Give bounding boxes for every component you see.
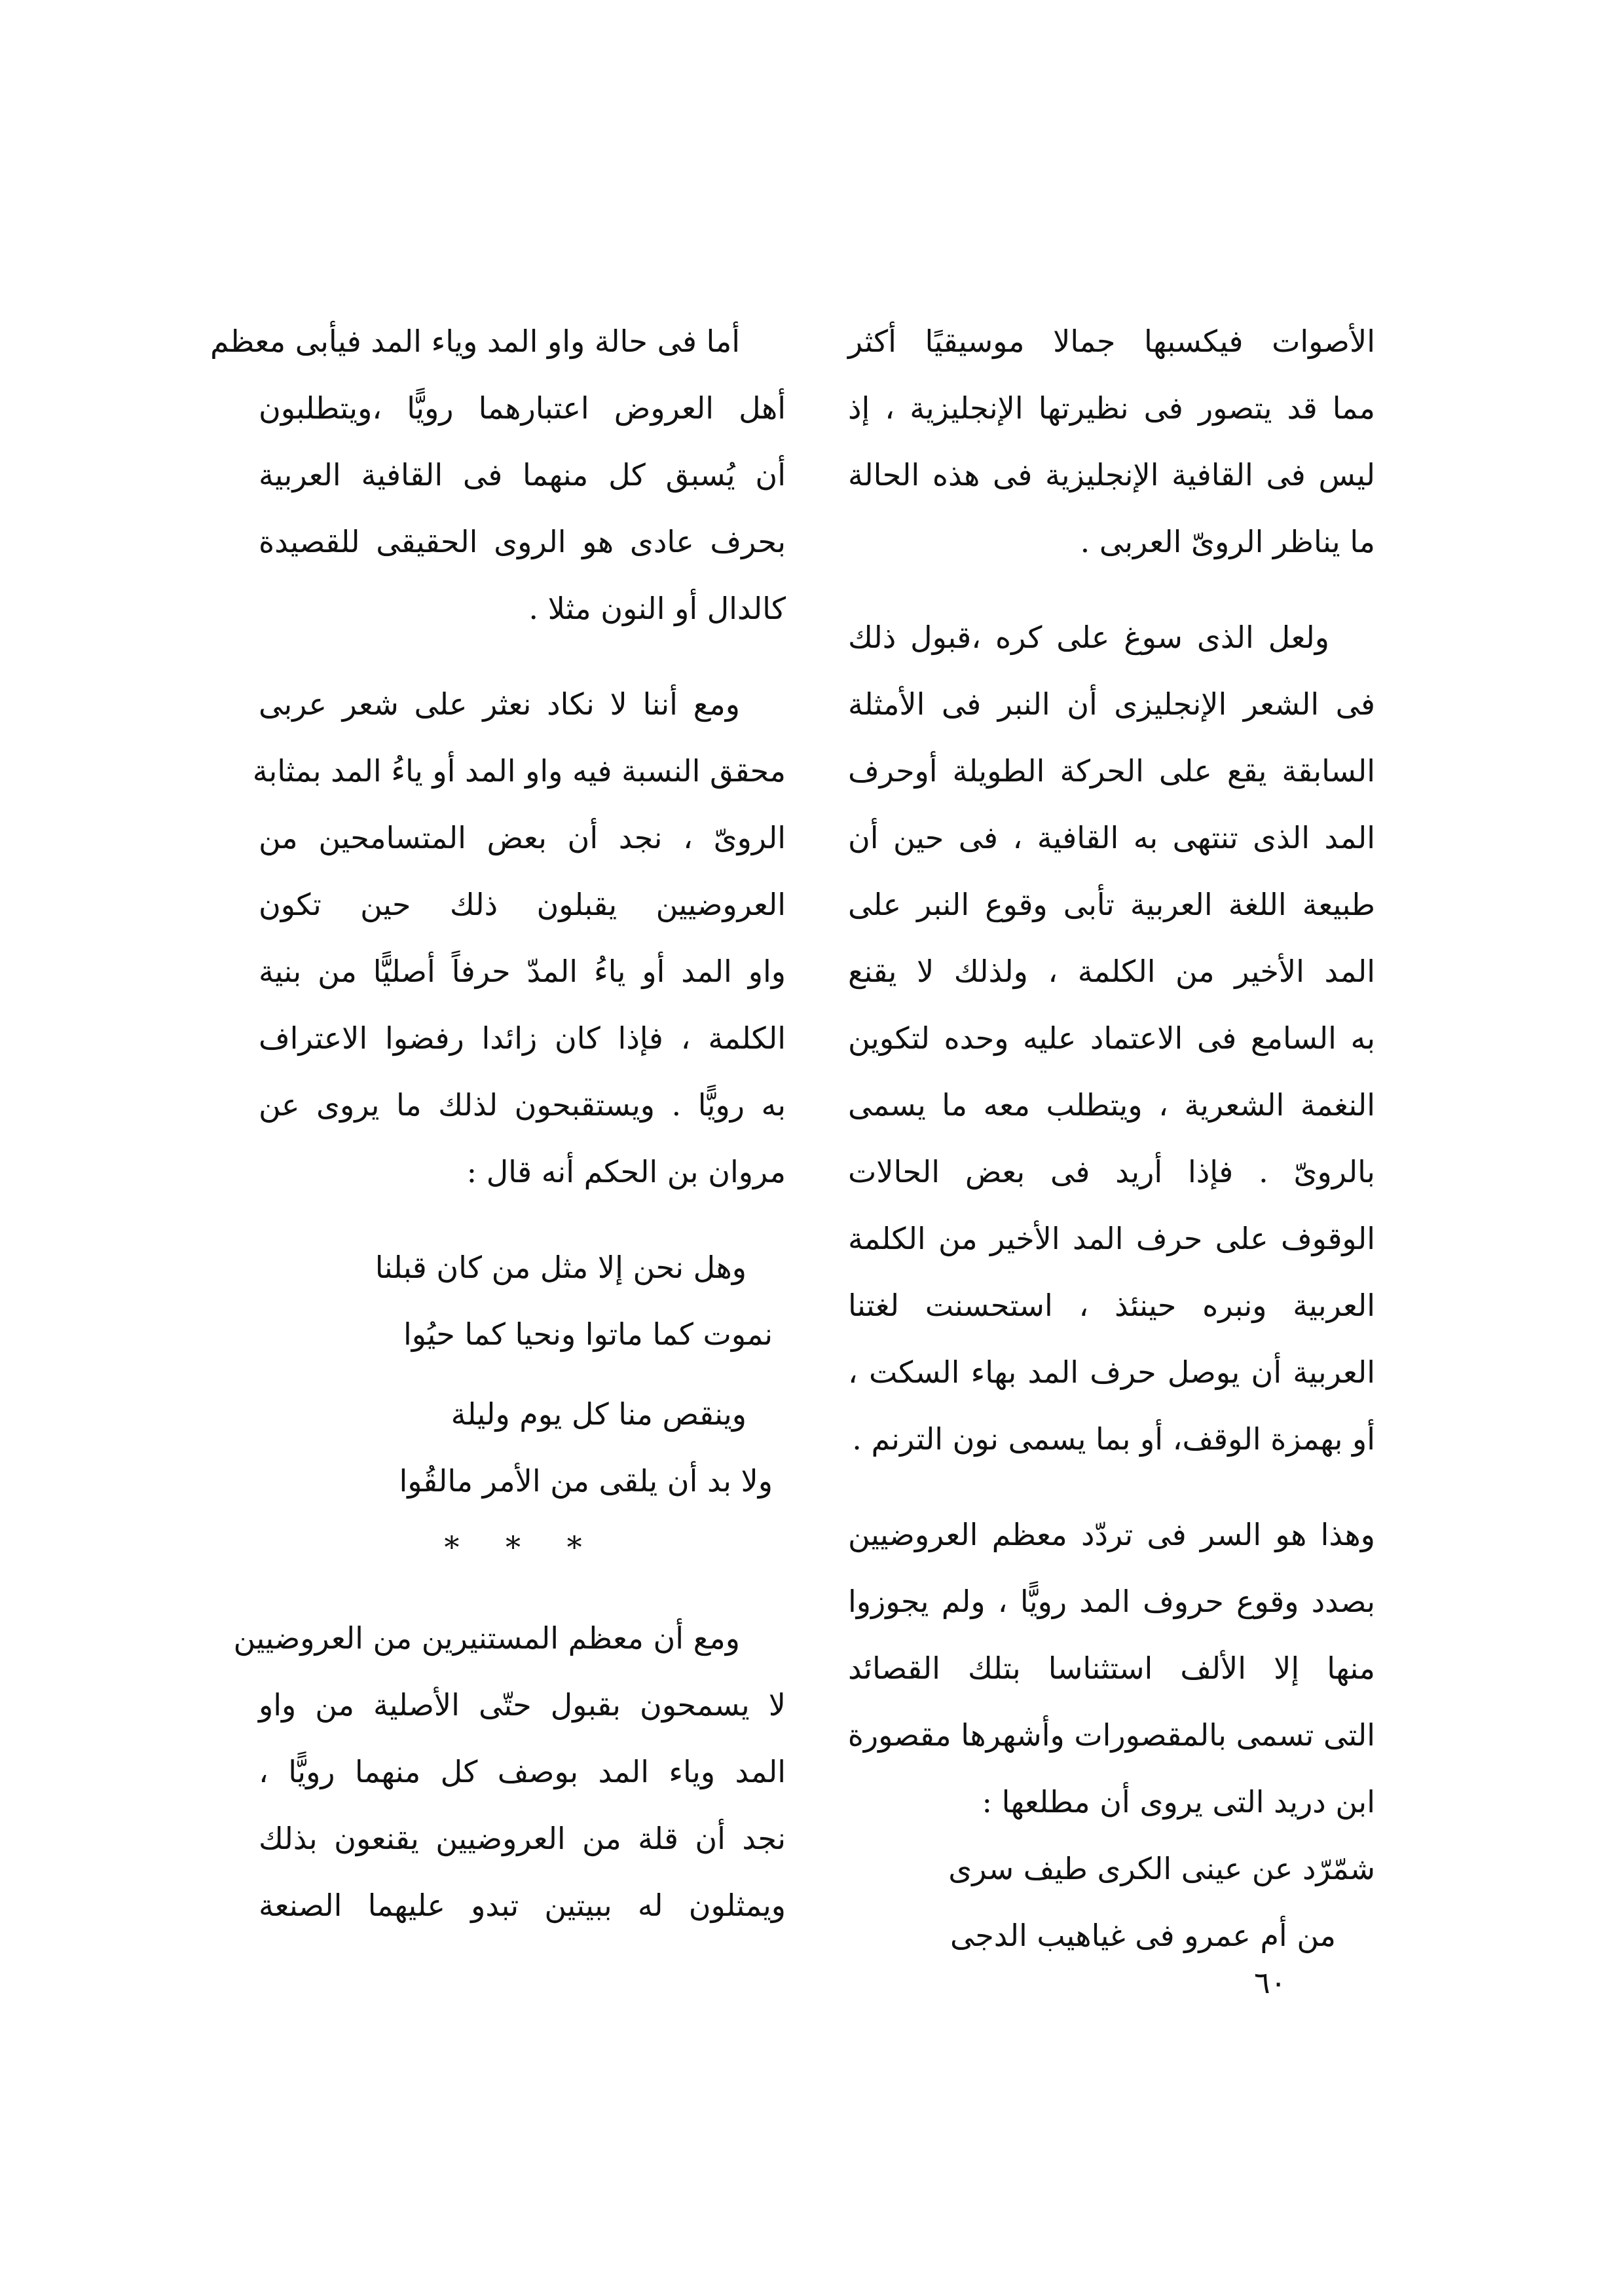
text-line: المد الذى تنتهى به القافية ، فى حين أن <box>848 820 1375 855</box>
left-paragraph-1 <box>210 308 786 642</box>
left-paragraph-3 <box>233 1605 786 1939</box>
left-paragraph-2 <box>252 671 786 1205</box>
right-paragraph-2 <box>848 604 1375 1472</box>
verse-line: وهل نحن إلا مثل من كان قبلنا <box>375 1250 747 1285</box>
text-line: الوقوف على حرف المد الأخير من الكلمة <box>848 1221 1375 1256</box>
text-line: نجد أن قلة من العروضيين يقنعون بذلك <box>259 1821 786 1856</box>
text-line: محقق النسبة فيه واو المد أو ياءُ المد بمثابة <box>252 753 786 789</box>
verse-line: ولا بد أن يلقى من الأمر مالقُوا <box>399 1463 773 1499</box>
text-line: السابقة يقع على الحركة الطويلة أوحرف <box>848 753 1375 789</box>
text-line: العروضيين يقبلون ذلك حين تكون <box>259 887 786 922</box>
verse-line: وينقص منا كل يوم وليلة <box>451 1396 747 1432</box>
verse-line: نموت كما ماتوا ونحيا كما حيُوا <box>403 1316 773 1352</box>
text-line: منها إلا الألف استثناسا بتلك القصائد <box>848 1651 1375 1686</box>
text-line: الأصوات فيكسبها جمالا موسيقيًا أكثر <box>848 324 1375 359</box>
section-separator-stars: * * * <box>444 1529 600 1565</box>
text-line: الكلمة ، فإذا كان زائدا رفضوا الاعتراف <box>259 1020 786 1056</box>
right-paragraph-3 <box>848 1501 1375 1835</box>
text-line: ليس فى القافية الإنجليزية فى هذه الحالة <box>848 457 1375 493</box>
text-line: أما فى حالة واو المد وياء المد فيأبى معظم <box>210 324 740 359</box>
text-line: النغمة الشعرية ، ويتطلب معه ما يسمى <box>848 1087 1375 1123</box>
right-verse <box>848 1835 1375 1969</box>
right-column <box>848 308 1375 1998</box>
text-line: به رويًّا . ويستقبحون لذلك ما يروى عن <box>259 1087 786 1123</box>
text-line: ابن دريد التى يروى أن مطلعها : <box>982 1784 1375 1819</box>
left-verse-1 <box>259 1234 786 1368</box>
left-column-lower <box>233 1605 786 1968</box>
left-verse-2 <box>259 1381 786 1514</box>
text-line: العربية ونبره حينئذ ، استحسنت لغتنا <box>848 1288 1375 1323</box>
text-line: المد الأخير من الكلمة ، ولذلك لا يقنع <box>848 954 1375 989</box>
page-number: ٦٠ <box>1254 1965 1287 2000</box>
text-line: أن يُسبق كل منهما فى القافية العربية <box>259 457 786 493</box>
text-line: أو بهمزة الوقف، أو بما يسمى نون الترنم . <box>852 1421 1375 1457</box>
text-line: بالروىّ . فإذا أريد فى بعض الحالات <box>848 1154 1375 1189</box>
right-paragraph-1 <box>848 308 1375 575</box>
text-line: ولعل الذى سوغ على كره ،قبول ذلك <box>848 620 1329 655</box>
text-line: التى تسمى بالمقصورات وأشهرها مقصورة <box>847 1717 1375 1753</box>
verse-line: من أم عمرو فى غياهيب الدجى <box>950 1918 1336 1953</box>
text-line: ومع أننا لا نكاد نعثر على شعر عربى <box>259 686 740 722</box>
text-line: المد وياء المد بوصف كل منهما رويًّا ، <box>259 1754 786 1789</box>
verse-line: شمّرّد عن عينى الكرى طيف سرى <box>948 1851 1375 1886</box>
text-line: كالدال أو النون مثلا . <box>528 591 786 626</box>
left-column <box>210 308 786 1543</box>
text-line: مما قد يتصور فى نظيرتها الإنجليزية ، إذ <box>848 390 1375 426</box>
text-line: ما يناظر الروىّ العربى . <box>1080 524 1375 559</box>
text-line: مروان بن الحكم أنه قال : <box>466 1154 786 1189</box>
text-line: الروىّ ، نجد أن بعض المتسامحين من <box>259 820 786 855</box>
text-line: به السامع فى الاعتماد عليه وحده لتكوين <box>848 1020 1375 1056</box>
text-line: فى الشعر الإنجليزى أن النبر فى الأمثلة <box>848 686 1375 722</box>
text-line: ويمثلون له ببيتين تبدو عليهما الصنعة <box>259 1888 786 1923</box>
text-line: طبيعة اللغة العربية تأبى وقوع النبر على <box>848 887 1375 922</box>
text-line: العربية أن يوصل حرف المد بهاء السكت ، <box>848 1354 1375 1390</box>
text-line: ومع أن معظم المستنيرين من العروضيين <box>233 1620 740 1656</box>
text-line: واو المد أو ياءُ المدّ حرفاً أصليًّا من بنية <box>259 954 786 989</box>
text-line: لا يسمحون بقبول حتّى الأصلية من واو <box>259 1687 786 1723</box>
text-line: أهل العروض اعتبارهما رويًّا ،ويتطلبون <box>259 390 786 426</box>
text-line: وهذا هو السر فى تردّد معظم العروضيين <box>848 1517 1375 1552</box>
text-line: بحرف عادى هو الروى الحقيقى للقصيدة <box>259 524 786 559</box>
text-line: بصدد وقوع حروف المد رويًّا ، ولم يجوزوا <box>848 1584 1375 1619</box>
